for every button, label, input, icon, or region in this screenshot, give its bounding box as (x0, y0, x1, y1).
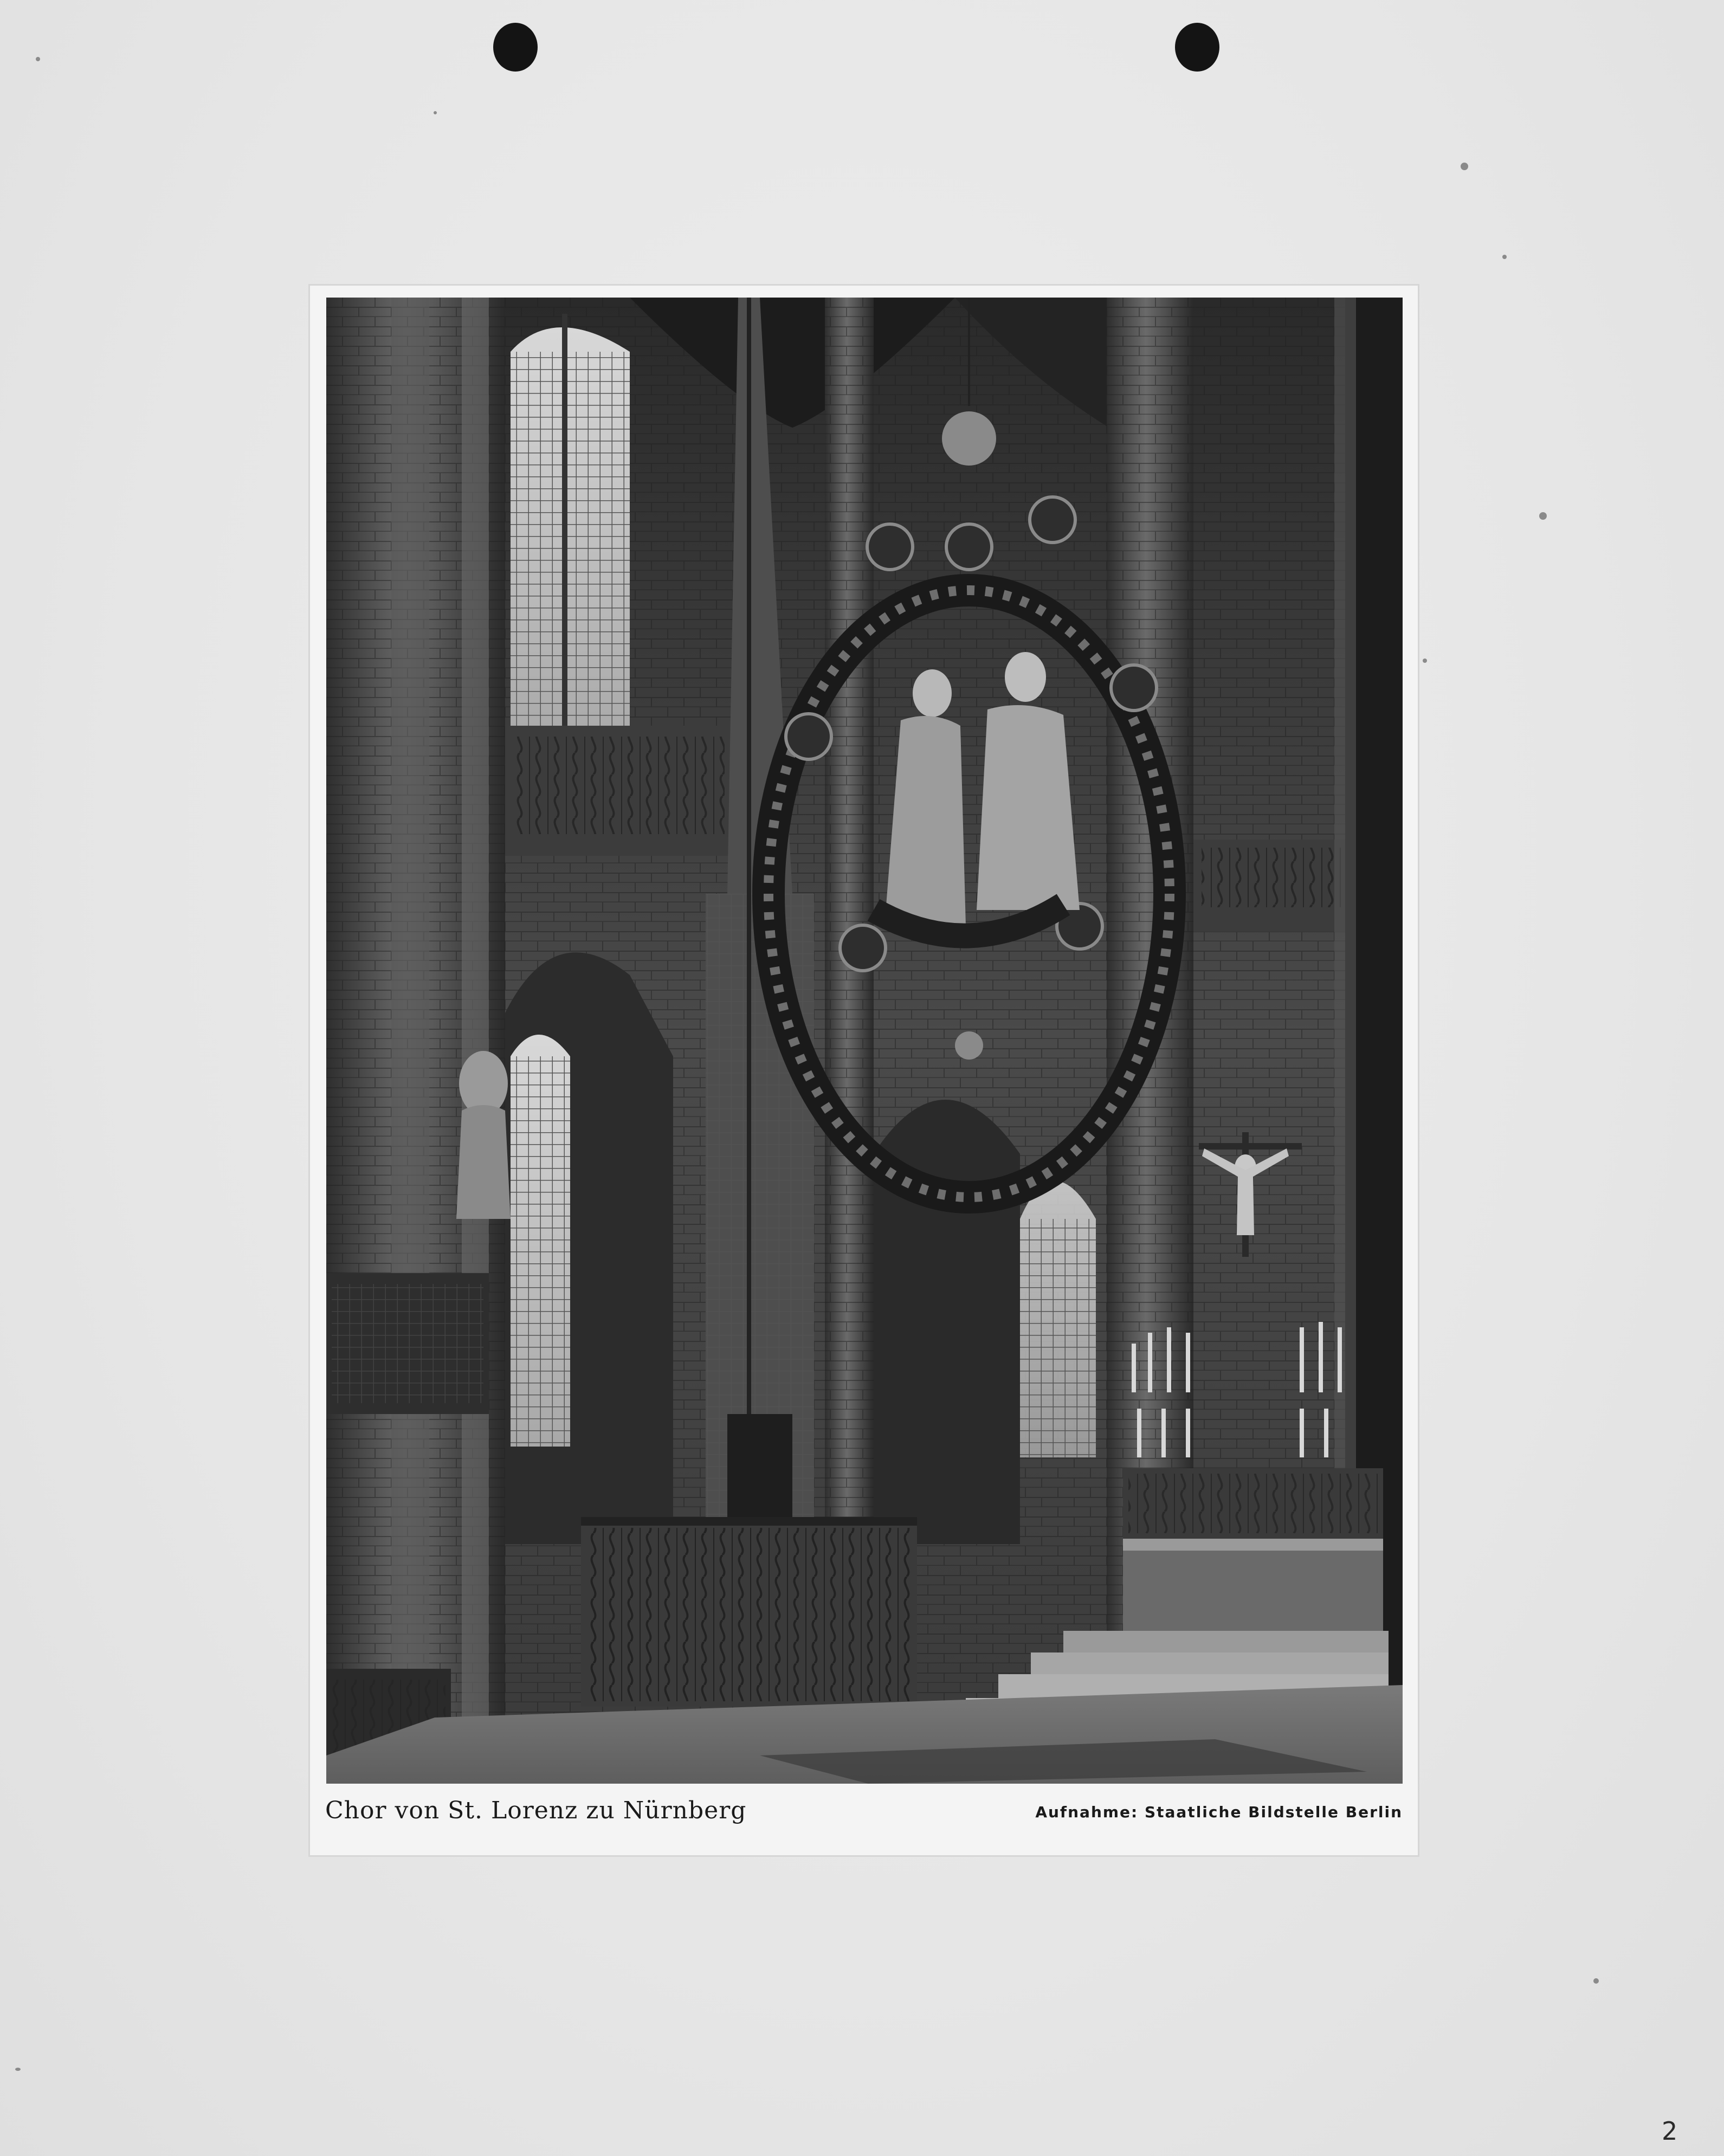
dust-speck (434, 111, 437, 114)
photo-illustration (326, 298, 1403, 1784)
dust-speck (36, 57, 40, 61)
punch-hole-left (493, 23, 538, 72)
dust-speck (1593, 1978, 1599, 1984)
photo-caption-title: Chor von St. Lorenz zu Nürnberg (325, 1797, 747, 1824)
dust-speck (15, 2068, 21, 2071)
page-number: 2 (1662, 2116, 1678, 2146)
dust-speck (1423, 659, 1427, 663)
cathedral-choir-photograph (326, 298, 1403, 1784)
dust-speck (1502, 255, 1507, 259)
photo-credit: Aufnahme: Staatliche Bildstelle Berlin (1035, 1803, 1403, 1821)
dust-speck (1539, 512, 1547, 520)
photo-mount-card (310, 286, 1418, 1855)
punch-hole-right (1175, 23, 1219, 72)
dust-speck (1461, 163, 1468, 170)
